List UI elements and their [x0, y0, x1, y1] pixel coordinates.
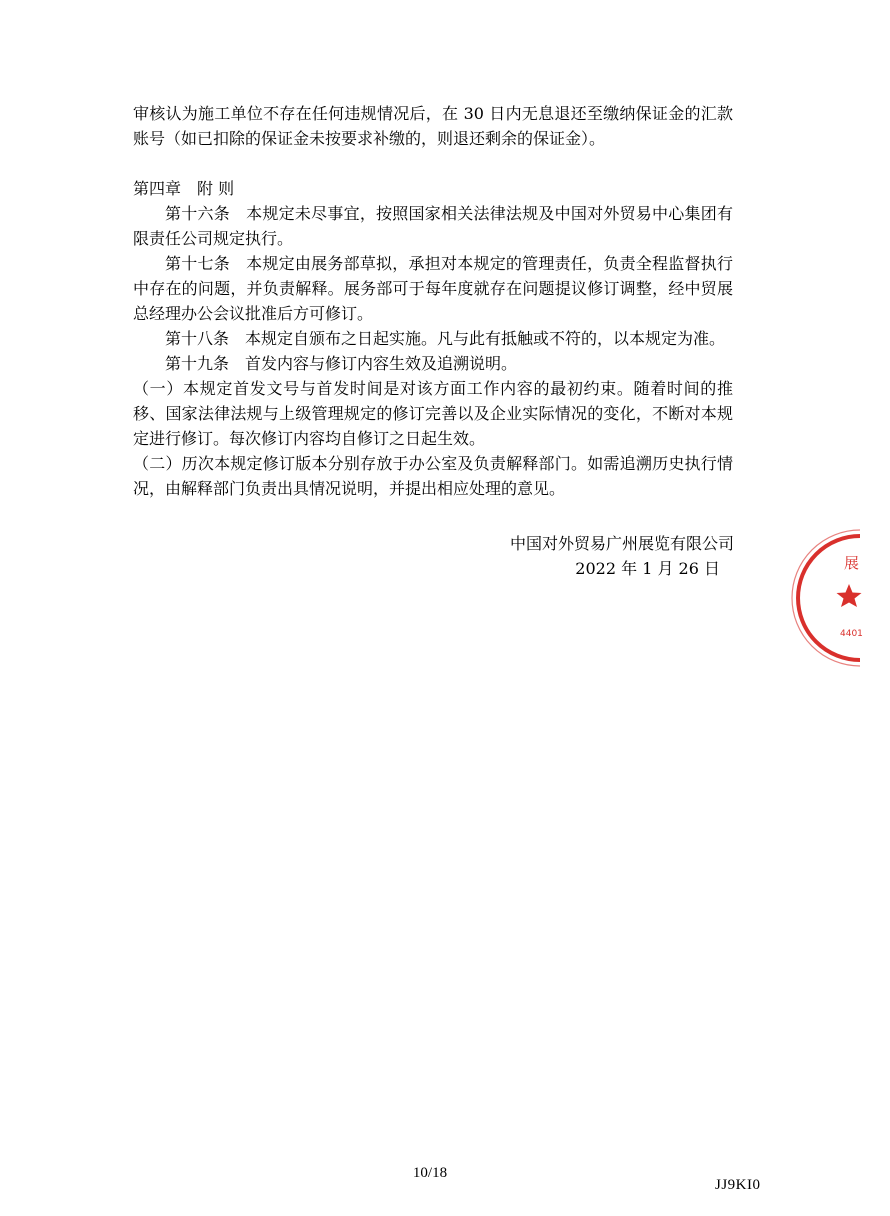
- chapter-heading: 第四章 附 则: [133, 179, 235, 198]
- company-seal-stamp: [830, 528, 890, 668]
- article-17: 第十七条 本规定由展务部草拟，承担对本规定的管理责任，负责全程监督执行中存在的问题，并负责解释。展务部可于每年度就存在问题提议修订调整，经中贸展总经理办公会议批准后方可修订。: [133, 254, 733, 323]
- article-19-item-1: （一）本规定首发文号与首发时间是对该方面工作内容的最初约束。随着时间的推移、国家法律法规与上级管理规定的修订完善以及企业实际情况的变化，不断对本规定进行修订。每次修订内容均自修订之日起生效。: [133, 379, 733, 448]
- signature-block: [460, 531, 734, 581]
- signature-organization: 中国对外贸易广州展览有限公司: [509, 534, 734, 553]
- paragraph-spacer: [133, 151, 733, 176]
- article-16: 第十六条 本规定未尽事宜，按照国家相关法律法规及中国对外贸易中心集团有限责任公司规定执行。: [133, 204, 733, 248]
- signature-date: 2022 年 1 月 26 日: [575, 559, 720, 578]
- article-19: 第十九条 首发内容与修订内容生效及追溯说明。: [165, 354, 518, 373]
- paragraph-deposit-refund: 审核认为施工单位不存在任何违规情况后，在 30 日内无息退还至缴纳保证金的汇款账号（如已扣除的保证金未按要求补缴的，则退还剩余的保证金）。: [133, 104, 733, 148]
- page-number: 10/18: [412, 1165, 448, 1181]
- document-body: [133, 101, 733, 501]
- star-icon: [837, 584, 862, 607]
- seal-text-fragment: 展: [844, 554, 860, 572]
- document-code: JJ9KI0: [715, 1177, 761, 1193]
- seal-code-fragment: 4401: [840, 629, 863, 639]
- article-18: 第十八条 本规定自颁布之日起实施。凡与此有抵触或不符的，以本规定为准。: [165, 329, 726, 348]
- article-19-item-2: （二）历次本规定修订版本分别存放于办公室及负责解释部门。如需追溯历史执行情况，由解释部门负责出具情况说明，并提出相应处理的意见。: [133, 454, 733, 498]
